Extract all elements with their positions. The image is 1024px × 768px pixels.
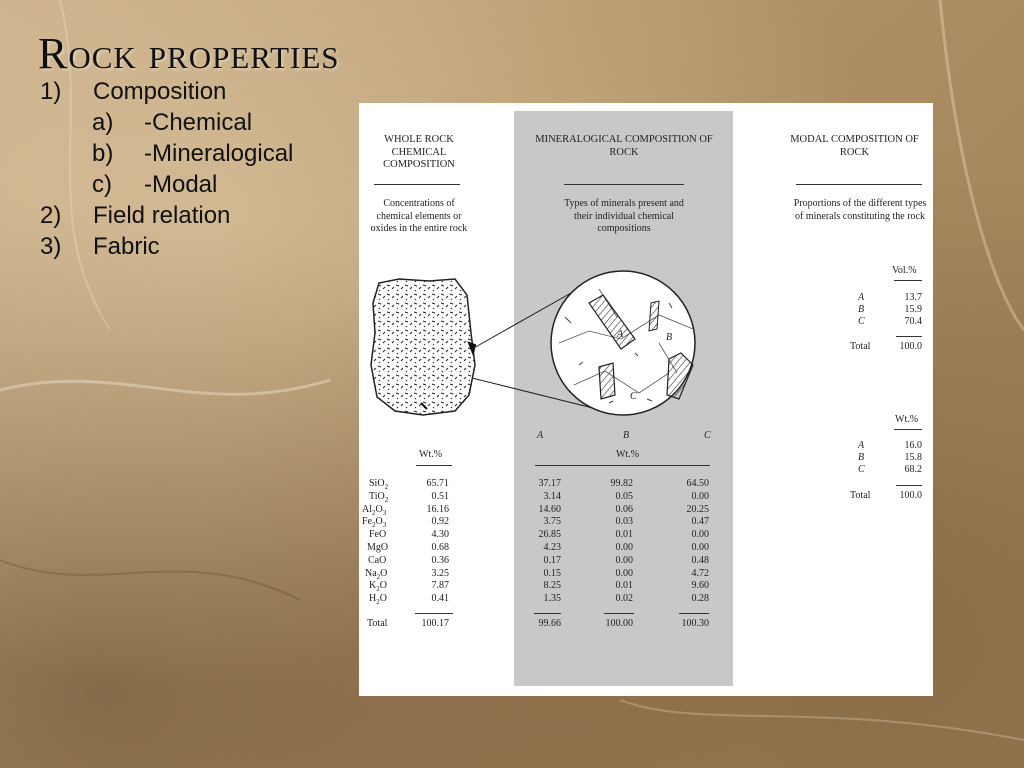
mineralogical-unit: Wt.% (616, 449, 640, 460)
divider (604, 613, 634, 614)
outline-text: -Mineralogical (144, 140, 294, 167)
modal-vol-total: 100.0 (899, 341, 922, 352)
mineral-a-value: 0.15 (543, 568, 561, 579)
rock-thin-section-illustration (359, 103, 933, 696)
total-label: Total (850, 490, 871, 501)
mineral-col-a: A (537, 430, 544, 441)
rock-sample (371, 279, 475, 415)
mineral-c-value: 20.25 (686, 504, 709, 515)
oxide-label: CaO (368, 555, 387, 566)
divider (894, 429, 922, 430)
divider (416, 465, 452, 466)
whole-rock-value: 65.71 (426, 478, 449, 489)
mineral-b-value: 0.06 (615, 504, 633, 515)
modal-vol-value: 13.7 (904, 292, 922, 303)
whole-rock-description: Concentrations of chemical elements or oxides in the entire rock (370, 198, 468, 234)
whole-rock-value: 7.87 (431, 580, 449, 591)
mineral-b-value: 0.03 (615, 516, 633, 527)
mineral-c-value: 0.00 (691, 542, 709, 553)
grain-label-b: B (666, 332, 673, 343)
whole-rock-value: 0.92 (431, 516, 449, 527)
whole-rock-value: 0.68 (431, 542, 449, 553)
oxide-label: $Al_2O_3$ (362, 504, 387, 517)
whole-rock-unit: Wt.% (419, 449, 443, 460)
mineral-a-value: 4.23 (543, 542, 561, 553)
total-label: Total (367, 618, 388, 629)
mineral-a-value: 14.60 (538, 504, 561, 515)
mineral-a-value: 0.17 (543, 555, 561, 566)
whole-rock-heading: WHOLE ROCK CHEMICAL COMPOSITION (383, 134, 455, 170)
mineral-b-value: 0.01 (615, 580, 633, 591)
modal-mineral: C (858, 316, 865, 327)
mineral-b-value: 0.01 (615, 529, 633, 540)
outline-number: 2) (40, 202, 62, 229)
modal-mineral: B (858, 304, 865, 315)
mineral-a-value: 37.17 (538, 478, 561, 489)
mineral-c-value: 0.47 (691, 516, 709, 527)
mineral-b-value: 0.00 (615, 568, 633, 579)
whole-rock-value: 0.51 (431, 491, 449, 502)
whole-rock-value: 0.41 (431, 593, 449, 604)
mineral-a-value: 26.85 (538, 529, 561, 540)
divider (535, 465, 710, 466)
modal-wt-value: 15.8 (904, 452, 922, 463)
mineral-col-b: B (623, 430, 630, 441)
rock-composition-figure (359, 103, 933, 696)
mineralogical-heading: MINERALOGICAL COMPOSITION OF ROCK (535, 134, 713, 158)
whole-rock-value: 16.16 (426, 504, 449, 515)
oxide-label: MgO (367, 542, 389, 553)
outline-text: Composition (93, 78, 227, 105)
mineral-c-value: 64.50 (686, 478, 709, 489)
mineral-c-value: 9.60 (691, 580, 709, 591)
total-label: Total (850, 341, 871, 352)
divider (679, 613, 709, 614)
modal-wt-unit: Wt.% (895, 414, 919, 425)
mineral-b-value: 0.05 (615, 491, 633, 502)
divider (896, 485, 922, 486)
oxide-label: $H_2O$ (369, 593, 387, 606)
outline-number: b) (92, 140, 114, 167)
mineral-c-value: 0.00 (691, 529, 709, 540)
oxide-label: TiO$_2$ (369, 491, 389, 504)
mineral-c-total: 100.30 (681, 618, 709, 629)
outline-number: a) (92, 109, 114, 136)
mineral-b-total: 100.00 (605, 618, 633, 629)
mineral-c-value: 4.72 (691, 568, 709, 579)
oxide-label: FeO (369, 529, 387, 540)
mineralogical-description: Types of minerals present and their individual chemical compositions (564, 198, 684, 234)
modal-mineral: B (858, 452, 865, 463)
grain-label-c: C (630, 391, 637, 402)
outline-number: 3) (40, 233, 62, 260)
modal-vol-value: 15.9 (904, 304, 922, 315)
modal-mineral: C (858, 464, 865, 475)
mineral-a-value: 3.14 (543, 491, 561, 502)
divider (415, 613, 453, 614)
oxide-label: $Fe_2O_3$ (362, 516, 387, 529)
mineral-a-total: 99.66 (538, 618, 561, 629)
modal-heading: MODAL COMPOSITION OF ROCK (790, 134, 919, 158)
mineral-a-value: 8.25 (543, 580, 561, 591)
modal-mineral: A (858, 440, 865, 451)
modal-wt-value: 68.2 (904, 464, 922, 475)
modal-vol-unit: Vol.% (892, 265, 917, 276)
mineral-b-value: 99.82 (610, 478, 633, 489)
slide-title: Rock properties (38, 29, 340, 78)
modal-wt-total: 100.0 (899, 490, 922, 501)
outline-text: -Modal (144, 171, 218, 198)
mineral-c-value: 0.00 (691, 491, 709, 502)
whole-rock-value: 0.36 (431, 555, 449, 566)
oxide-label: SiO$_2$ (369, 478, 389, 491)
modal-description: Proportions of the different types of minerals constituting the rock (793, 198, 927, 222)
modal-mineral: A (858, 292, 865, 303)
mineral-c-value: 0.48 (691, 555, 709, 566)
whole-rock-total: 100.17 (421, 618, 449, 629)
modal-wt-value: 16.0 (904, 440, 922, 451)
magnified-circle (551, 271, 695, 415)
grain-label-a: A (617, 329, 624, 340)
outline-number: c) (92, 171, 112, 198)
mineral-a-value: 1.35 (543, 593, 561, 604)
whole-rock-value: 3.25 (431, 568, 449, 579)
mineral-b-value: 0.02 (615, 593, 633, 604)
divider (534, 613, 561, 614)
mineral-b-value: 0.00 (615, 555, 633, 566)
outline-text: Field relation (93, 202, 231, 229)
oxide-label: $Na_2O$ (365, 568, 388, 581)
outline-number: 1) (40, 78, 62, 105)
whole-rock-value: 4.30 (431, 529, 449, 540)
mineral-c-value: 0.28 (691, 593, 709, 604)
mineral-b-value: 0.00 (615, 542, 633, 553)
mineral-a-value: 3.75 (543, 516, 561, 527)
divider (896, 336, 922, 337)
divider (894, 280, 922, 281)
mineral-col-c: C (704, 430, 711, 441)
oxide-label: $K_2O$ (369, 580, 387, 593)
outline-text: -Chemical (144, 109, 253, 136)
modal-vol-value: 70.4 (904, 316, 922, 327)
outline-text: Fabric (93, 233, 160, 260)
